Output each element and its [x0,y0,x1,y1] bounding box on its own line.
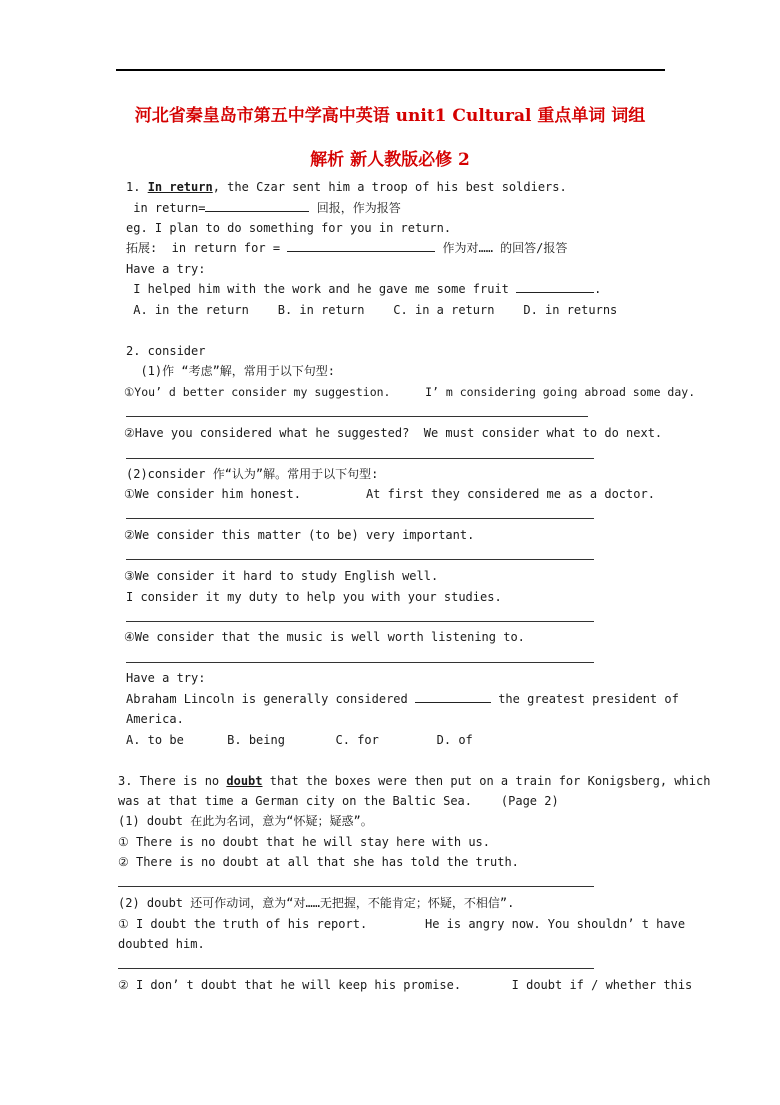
definition-suffix: 回报，作为报答 [309,201,401,215]
extension-suffix: 作为对…… 的回答/报答 [435,241,568,255]
heading-sentence: , the Czar sent him a troop of his best soldiers. [212,180,567,194]
writing-line [126,662,594,663]
example-line: ① There is no doubt that he will stay here with us. [118,835,490,849]
example-line: doubted him. [118,937,205,951]
have-a-try-label: Have a try: [126,262,206,276]
subsection-heading: (1)作 “考虑”解，常用于以下句型: [126,364,336,378]
subsection-heading: (2)consider 作“认为”解。常用于以下句型: [126,467,379,481]
heading-sentence: was at that time a German city on the Baltic Sea. (Page 2) [118,794,559,808]
example-line: ① I doubt the truth of his report. He is angry now. You shouldn’ t have [118,917,686,931]
example-line: ③We consider it hard to study English well. [124,569,439,583]
section-2-heading: 2. consider [126,344,206,358]
writing-line [118,886,594,887]
document-title-line-1: 河北省秦皇岛市第五中学高中英语 unit1 Cultural 重点单词 词组 [134,106,646,126]
example-line: ①You’ d better consider my suggestion. I’ m considering going abroad some day. [124,385,696,399]
example-line: ②We consider this matter (to be) very important. [124,528,475,542]
key-phrase-in-return: In return [147,180,213,194]
section-3-heading [118,773,710,789]
top-rule [116,69,665,71]
have-a-try-label: Have a try: [126,671,206,685]
fill-blank [287,240,435,252]
writing-line [126,458,594,459]
example-line: ①We consider him honest. At first they considered me as a doctor. [124,487,655,501]
question-end: . [594,282,602,296]
writing-line [118,968,594,969]
fill-blank [205,200,309,212]
example-line: eg. I plan to do something for you in return. [126,221,452,235]
example-line: ② There is no doubt at all that she has told the truth. [118,855,519,869]
subsection-heading: (1) doubt 在此为名词，意为“怀疑；疑惑”。 [118,814,373,828]
answer-options: A. to be B. being C. for D. of [126,733,473,747]
section-1-heading [126,179,567,195]
writing-line [126,559,594,560]
subsection-heading: (2) doubt 还可作动词，意为“对……无把握，不能肯定；怀疑，不相信”. [118,896,515,910]
document-title-line-2: 解析 新人教版必修 2 [310,150,470,170]
example-line: ④We consider that the music is well worth listening to. [124,630,525,644]
example-line: I consider it my duty to help you with your studies. [126,590,502,604]
writing-line [126,621,594,622]
example-line: ②Have you considered what he suggested? We must consider what to do next. [124,426,663,440]
question-text: Abraham Lincoln is generally considered [126,692,415,706]
definition-line [126,200,401,216]
exercise-question: America. [126,712,184,726]
definition-prefix: in return= [126,201,206,215]
extension-line [126,240,567,256]
question-text: the greatest president of [490,692,679,706]
writing-line [126,416,588,417]
heading-prefix: 3. There is no [118,774,227,788]
heading-sentence: that the boxes were then put on a train for Konigsberg, which [262,774,711,788]
fill-blank [415,691,491,703]
fill-blank [516,281,594,293]
exercise-question [126,691,679,707]
key-word-doubt: doubt [226,774,263,788]
question-text: I helped him with the work and he gave me some fruit [126,282,517,296]
writing-line [126,518,594,519]
exercise-question [126,281,601,297]
extension-prefix: 拓展: in return for = [126,241,288,255]
example-line: ② I don’ t doubt that he will keep his promise. I doubt if / whether this [118,978,693,992]
section-number: 1. [126,180,148,194]
answer-options: A. in the return B. in return C. in a return D. in returns [126,303,618,317]
